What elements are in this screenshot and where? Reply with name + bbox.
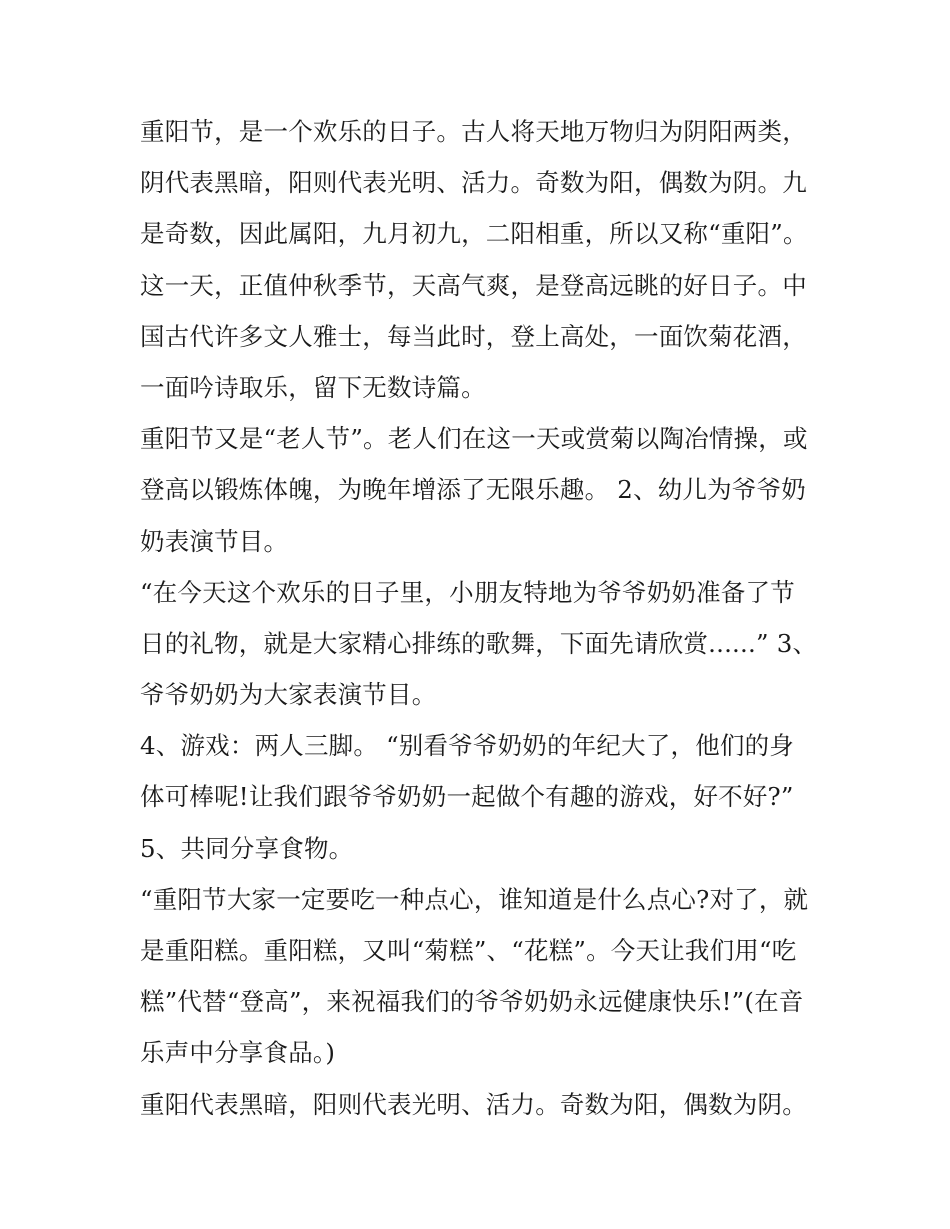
document-text-body	[140, 106, 818, 1130]
text-line: 日的礼物，就是大家精心排练的歌舞，下面先请欣赏......” 3、	[140, 628, 818, 658]
text-line: 这一天，正值仲秋季节，天高气爽，是登高远眺的好日子。中	[140, 270, 807, 300]
text-line: 国古代许多文人雅士，每当此时，登上高处，一面饮菊花酒，	[140, 321, 807, 351]
text-line: 阴代表黑暗，阳则代表光明、活力。奇数为阳，偶数为阴。九	[140, 168, 807, 198]
text-line: 重阳节又是“老人节”。老人们在这一天或赏菊以陶冶情操，或	[140, 424, 808, 454]
text-line: 糕”代替“登高”，来祝福我们的爷爷奶奶永远健康快乐!”(在音	[140, 987, 804, 1017]
text-line: 奶表演节目。	[140, 526, 289, 556]
text-line: 重阳代表黑暗，阳则代表光明、活力。奇数为阳，偶数为阴。	[140, 1089, 807, 1119]
text-line: 是重阳糕。重阳糕，又叫“菊糕”、“花糕”。今天让我们用“吃	[140, 936, 797, 965]
text-line: 4、游戏：两人三脚。 “别看爷爷奶奶的年纪大了，他们的身	[140, 731, 794, 761]
text-line: 5、共同分享食物。	[140, 833, 354, 863]
text-line: 爷爷奶奶为大家表演节目。	[140, 680, 437, 710]
text-line: 重阳节，是一个欢乐的日子。古人将天地万物归为阴阳两类，	[140, 117, 807, 146]
text-line: 一面吟诗取乐，留下无数诗篇。	[140, 372, 486, 402]
text-line: 是奇数，因此属阳，九月初九，二阳相重，所以又称“重阳”。	[140, 219, 808, 249]
text-line: 体可棒呢!让我们跟爷爷奶奶一起做个有趣的游戏，好不好?”	[140, 782, 794, 812]
text-line: “重阳节大家一定要吃一种点心，谁知道是什么点心?对了，就	[140, 884, 809, 914]
text-line: 登高以锻炼体魄，为晚年增添了无限乐趣。 2、幼儿为爷爷奶	[140, 475, 806, 505]
text-line: “在今天这个欢乐的日子里，小朋友特地为爷爷奶奶准备了节	[140, 577, 795, 607]
text-line: 乐声中分享食品。)	[140, 1038, 336, 1068]
